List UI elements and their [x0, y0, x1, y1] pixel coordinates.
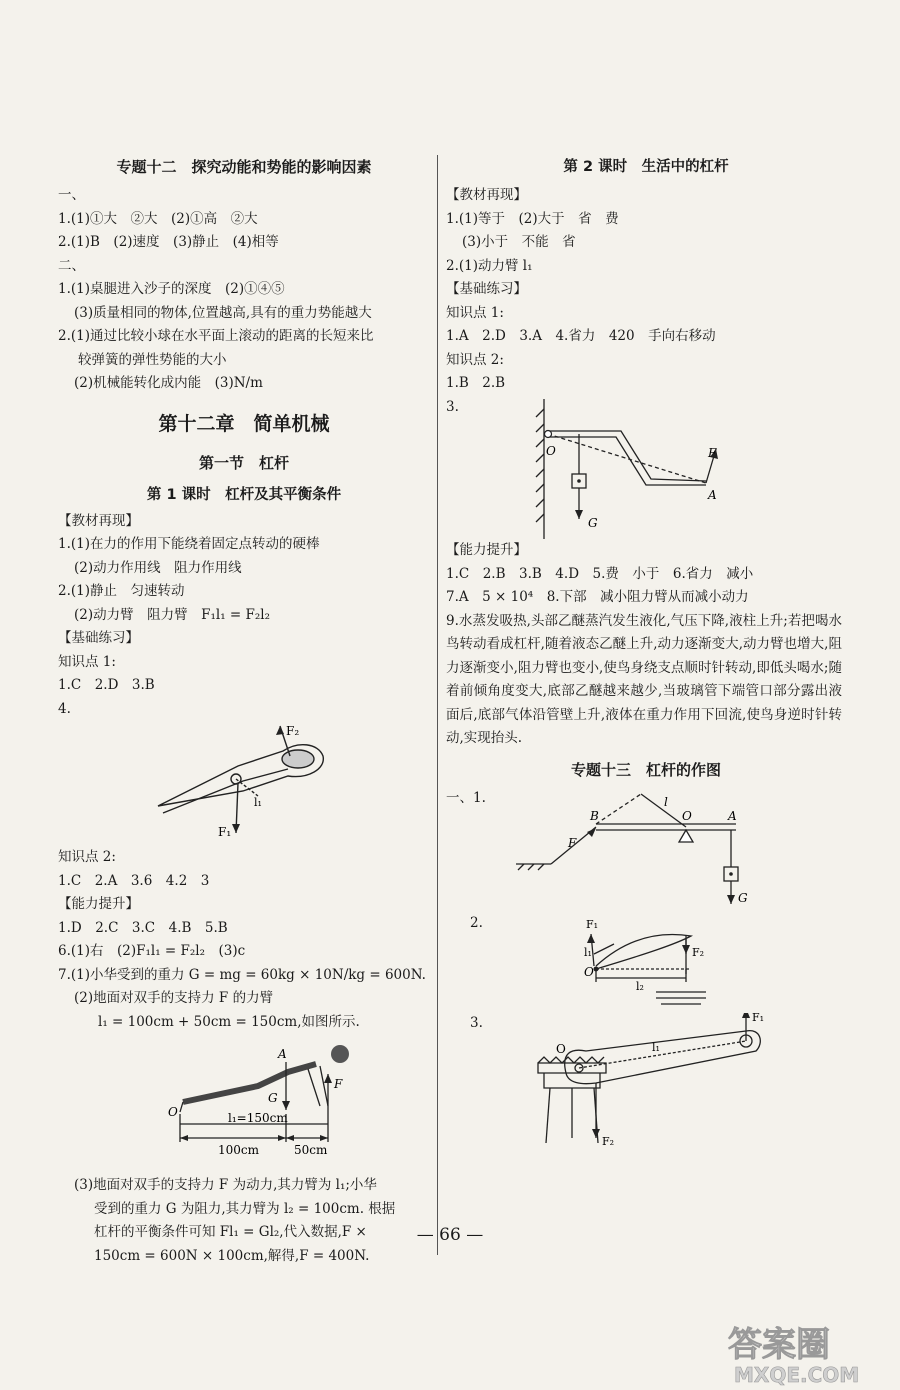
lesson2-title: 第 2 课时 生活中的杠杆 — [563, 159, 729, 175]
text-line: 1.(1)在力的作用下能绕着固定点转动的硬棒 — [58, 536, 320, 552]
text-line: 3. — [446, 398, 459, 415]
text-line: 【教材再现】 — [58, 512, 139, 529]
l1-label: l₁ — [652, 1041, 660, 1054]
text-line: 1.C 2.A 3.6 4.2 3 — [58, 872, 210, 889]
text-line: 二、 — [58, 257, 85, 274]
text-line: (2)动力臂 阻力臂 F₁l₁ = F₂l₂ — [74, 606, 271, 623]
text-line: 较弹簧的弹性势能的大小 — [78, 351, 227, 368]
wall-lever-figure — [446, 399, 846, 539]
text-line: (2)动力作用线 阻力作用线 — [74, 559, 242, 576]
o-label: O — [168, 1105, 178, 1119]
f1-label: F₁ — [752, 1013, 765, 1024]
text-line: 3. — [470, 1014, 483, 1031]
o-label: O — [556, 1042, 566, 1056]
f2-label: F₂ — [602, 1135, 615, 1148]
f1-label: F₁ — [218, 825, 232, 839]
text-line: 1.(1)桌腿进入沙子的深度 (2)①④⑤ — [58, 281, 285, 297]
text-line: 1.C 2.D 3.B — [58, 677, 155, 693]
o-label: O — [682, 809, 692, 823]
100cm-label: 100cm — [218, 1143, 260, 1157]
text-line: 2.(1)通过比较小球在水平面上滚动的距离的长短来比 — [58, 328, 374, 344]
l2-label: l₂ — [636, 979, 644, 993]
lever-bao-figure — [446, 792, 846, 912]
text-line: 1.C 2.B 3.B 4.D 5.费 小于 6.省力 减小 — [446, 565, 754, 582]
a-label: A — [278, 1047, 287, 1061]
l1-150-label: l₁=150cm — [228, 1111, 288, 1125]
text-line: 知识点 1: — [58, 653, 116, 670]
right-column — [446, 150, 846, 1163]
f-label: F — [334, 1077, 343, 1091]
l1-label: l₁ — [254, 796, 262, 809]
text-line: 知识点 2: — [58, 849, 116, 865]
f2-label: F₂ — [286, 724, 300, 738]
text-line: 6.(1)右 (2)F₁l₁ = F₂l₂ (3)c — [58, 943, 246, 959]
g-label: G — [268, 1091, 278, 1105]
g-label: G — [738, 891, 748, 905]
pliers-figure — [58, 721, 430, 846]
text-line: 知识点 1: — [446, 304, 504, 321]
topic13-title: 专题十三 杠杆的作图 — [570, 760, 721, 779]
text-line: 4. — [58, 700, 71, 717]
text-line: 【基础练习】 — [58, 630, 139, 646]
text-line: 受到的重力 G 为阻力,其力臂为 l₂ = 100cm. 根据 — [94, 1200, 396, 1217]
text-line: 知识点 2: — [446, 351, 504, 368]
text-line: 2.(1)动力臂 l₁ — [446, 257, 533, 274]
l-label: l — [664, 795, 668, 809]
text-line: 2.(1)B (2)速度 (3)静止 (4)相等 — [58, 234, 279, 250]
o-label: O — [584, 964, 594, 979]
o-label: O — [546, 444, 556, 458]
section-title: 第一节 杠杆 — [198, 453, 289, 472]
text-line: (2)机械能转化成内能 (3)N/m — [74, 375, 263, 391]
a-label: A — [708, 488, 717, 502]
a-label: A — [728, 809, 737, 823]
left-column — [58, 150, 430, 1268]
text-line: 一、 — [58, 187, 85, 203]
text-line: 一、1. — [446, 789, 486, 806]
fishing-figure — [446, 914, 846, 1012]
stool-lever-figure — [446, 1013, 846, 1163]
column-divider — [437, 155, 438, 1255]
text-line: (3)质量相同的物体,位置越高,具有的重力势能越大 — [74, 304, 372, 321]
answer-9-paragraph: 9.水蒸发吸热,头部乙醚蒸汽发生液化,气压下降,液柱上升;若把喝水鸟转动看成杠杆,随着液态乙醚上升,动力逐渐变大,动力臂也增大,阻力逐渐变小,阻力臂也变小,使鸟身绕支点顺时针转动,即低头喝水;随着前倾角度变大,底部乙醚越来越少,当玻璃管下端管口部分露出液面后,底部气体沿管壁上升,液体在重力作用下回流,使鸟身逆时针转动,实现抬头. — [446, 612, 842, 746]
chapter-title: 第十二章 简单机械 — [158, 412, 330, 435]
l1-label: l₁ — [584, 945, 592, 959]
text-line: 【能力提升】 — [58, 896, 139, 912]
50cm-label: 50cm — [294, 1143, 328, 1157]
f-label: F — [708, 446, 717, 460]
text-line: 【能力提升】 — [446, 542, 527, 558]
b-label: B — [590, 809, 599, 823]
text-line: 杠杆的平衡条件可知 Fl₁ = Gl₂,代入数据,F × — [94, 1224, 367, 1240]
text-line: l₁ = 100cm + 50cm = 150cm,如图所示. — [98, 1013, 360, 1030]
text-line: 2. — [470, 915, 483, 931]
text-line: 1.B 2.B — [446, 375, 506, 391]
text-line: 1.D 2.C 3.C 4.B 5.B — [58, 919, 228, 936]
f2-label: F₂ — [692, 945, 705, 959]
watermark-logo — [718, 1318, 898, 1388]
text-line: 2.(1)静止 匀速转动 — [58, 583, 185, 599]
text-line: 7.(1)小华受到的重力 G = mg = 60kg × 10N/kg = 600N. — [58, 966, 426, 983]
text-line: 1.A 2.D 3.A 4.省力 420 手向右移动 — [446, 328, 716, 344]
text-line: (2)地面对双手的支持力 F 的力臂 — [74, 990, 274, 1006]
svg-text:答案圈: 答案圈 — [728, 1325, 830, 1365]
lesson1-title: 第 1 课时 杠杆及其平衡条件 — [146, 486, 342, 503]
text-line: 150cm = 600N × 100cm,解得,F = 400N. — [94, 1247, 370, 1264]
f-label: F — [568, 836, 577, 850]
text-line: 【基础练习】 — [446, 281, 527, 297]
text-line: 1.(1)等于 (2)大于 省 费 — [446, 210, 619, 227]
text-line: 【教材再现】 — [446, 187, 527, 203]
topic12-title: 专题十二 探究动能和势能的影响因素 — [116, 158, 372, 176]
text-line: (3)小于 不能 省 — [462, 234, 576, 250]
text-line: 1.(1)①大 ②大 (2)①高 ②大 — [58, 210, 258, 227]
g-label: G — [588, 516, 598, 530]
text-line: 7.A 5 × 10⁴ 8.下部 减小阻力臂从而减小动力 — [446, 589, 749, 605]
text-line: (3)地面对双手的支持力 F 为动力,其力臂为 l₁;小华 — [74, 1177, 377, 1193]
page-number: — 66 — — [416, 1225, 484, 1245]
pushup-figure — [58, 1034, 430, 1174]
f1-label: F₁ — [586, 917, 599, 931]
svg-text:MXQE.COM: MXQE.COM — [734, 1363, 860, 1387]
